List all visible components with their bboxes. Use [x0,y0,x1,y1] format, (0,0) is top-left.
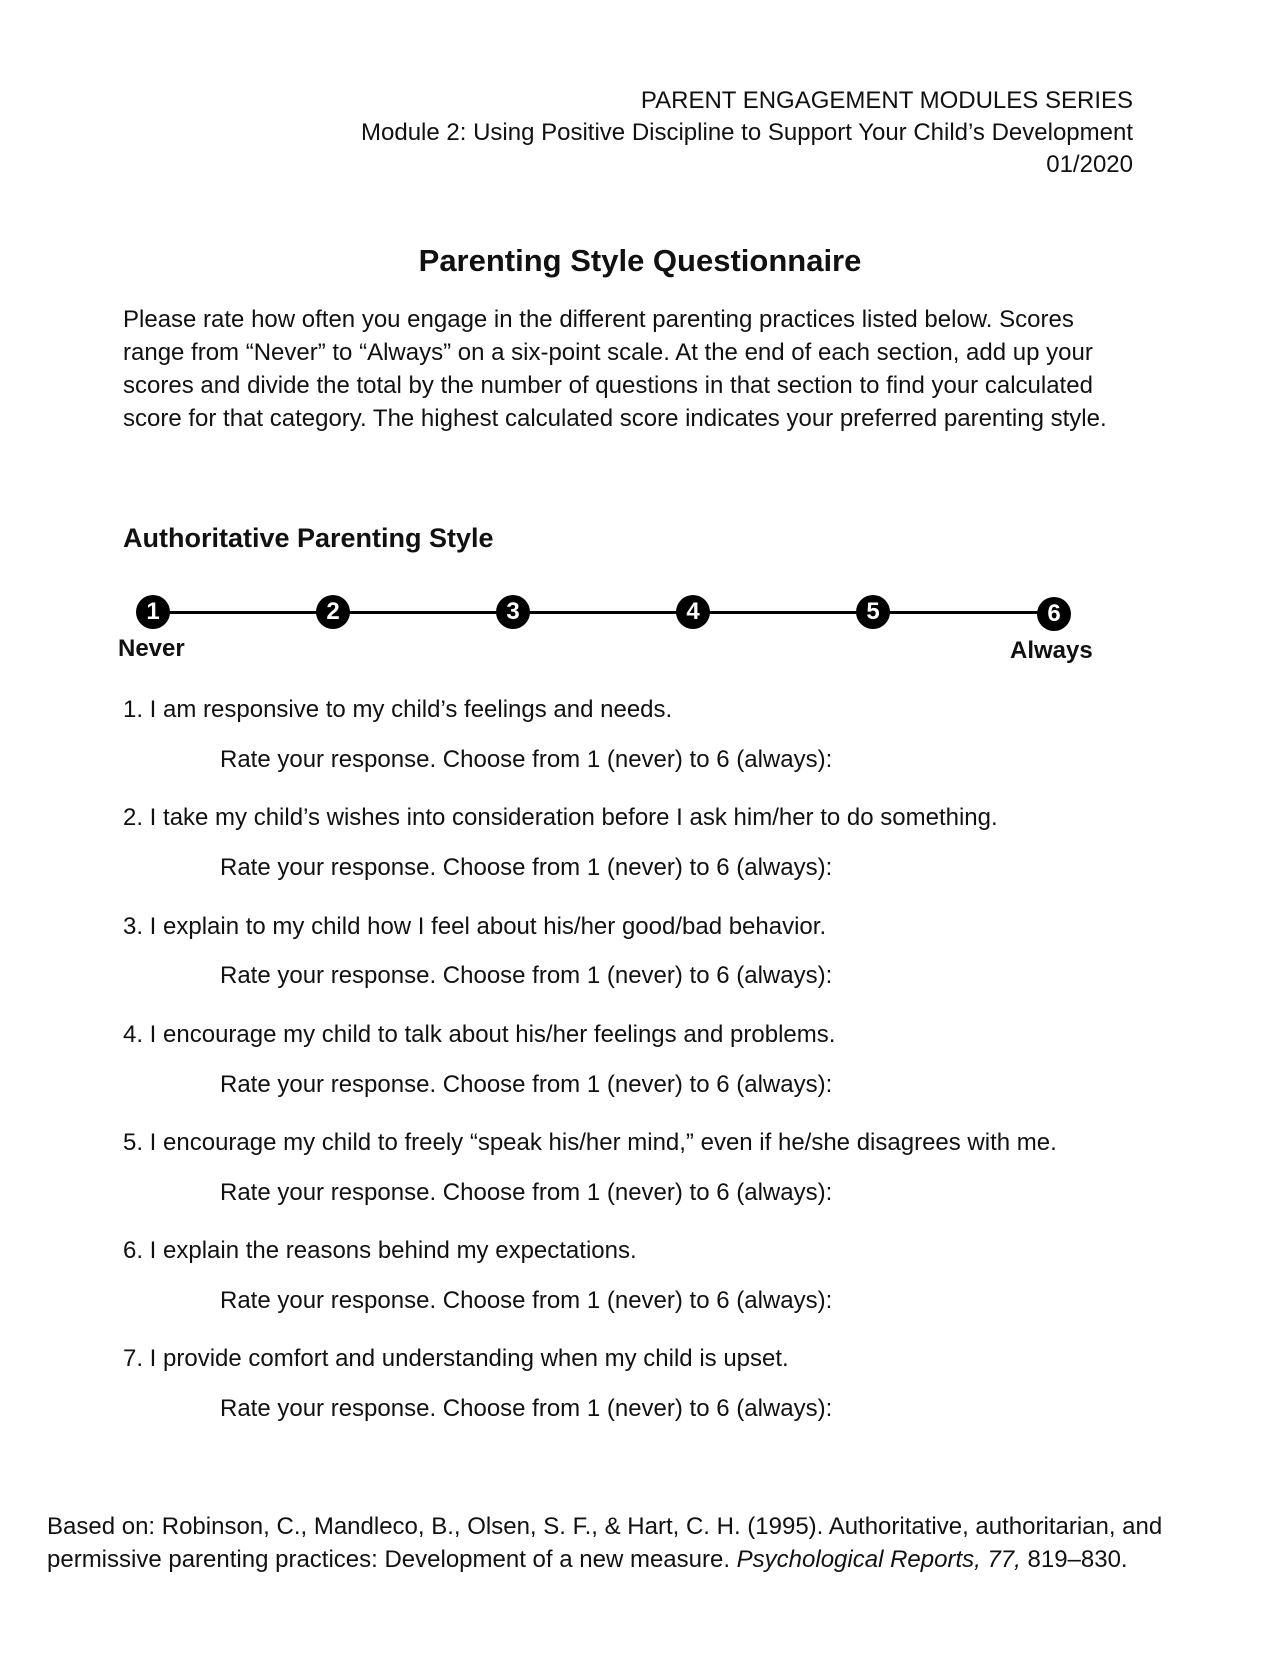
rating-prompt-3: Rate your response. Choose from 1 (never) to 6 (always): [220,962,833,989]
citation-pages: 819–830. [1020,1546,1128,1573]
series-title: PARENT ENGAGEMENT MODULES SERIES [640,87,1133,114]
scale-label-never: Never [118,635,185,662]
question-6: 6. I explain the reasons behind my expectations. [123,1237,637,1264]
citation-line-2 [47,1543,1247,1576]
citation-text: permissive parenting practices: Development of a new measure. [47,1546,737,1573]
question-4: 4. I encourage my child to talk about his/her feelings and problems. [123,1021,836,1048]
rating-scale [100,585,1100,675]
citation-line-1: Based on: Robinson, C., Mandleco, B., Olsen, S. F., & Hart, C. H. (1995). Authoritative, authoritarian, and [47,1513,1163,1540]
question-3: 3. I explain to my child how I feel about his/her good/bad behavior. [123,913,827,940]
document-header [361,85,1133,181]
scale-point-6: 6 [1037,597,1071,631]
intro-paragraph: Please rate how often you engage in the different parenting practices listed below. Scores range from “Never” to “Always” on a six-point scale. At the end of each section, add up your scores and divide the total by the number of questions in that section to find your calculated score for that category. The highest calculated score indicates your preferred parenting style. [123,306,1107,432]
page-title: Parenting Style Questionnaire [418,243,862,278]
scale-line [155,611,1055,614]
citation [47,1510,1247,1576]
rating-prompt-5: Rate your response. Choose from 1 (never) to 6 (always): [220,1179,833,1206]
question-1: 1. I am responsive to my child’s feelings and needs. [123,696,673,723]
scale-point-4: 4 [676,595,710,629]
rating-prompt-7: Rate your response. Choose from 1 (never) to 6 (always): [220,1395,833,1422]
question-5: 5. I encourage my child to freely “speak his/her mind,” even if he/she disagrees with me. [123,1129,1057,1156]
rating-prompt-2: Rate your response. Choose from 1 (never) to 6 (always): [220,854,833,881]
question-7: 7. I provide comfort and understanding when my child is upset. [123,1345,789,1372]
section-title: Authoritative Parenting Style [123,523,494,553]
document-date: 01/2020 [1046,151,1133,178]
rating-prompt-1: Rate your response. Choose from 1 (never) to 6 (always): [220,746,833,773]
rating-prompt-4: Rate your response. Choose from 1 (never) to 6 (always): [220,1071,833,1098]
scale-point-1: 1 [136,595,170,629]
scale-point-3: 3 [496,595,530,629]
module-title: Module 2: Using Positive Discipline to Support Your Child’s Development [361,119,1133,146]
citation-journal: Psychological Reports, 77, [736,1546,1021,1573]
scale-label-always: Always [1010,637,1093,664]
question-2: 2. I take my child’s wishes into consideration before I ask him/her to do something. [123,804,998,831]
scale-point-2: 2 [316,595,350,629]
rating-prompt-6: Rate your response. Choose from 1 (never) to 6 (always): [220,1287,833,1314]
scale-point-5: 5 [856,595,890,629]
